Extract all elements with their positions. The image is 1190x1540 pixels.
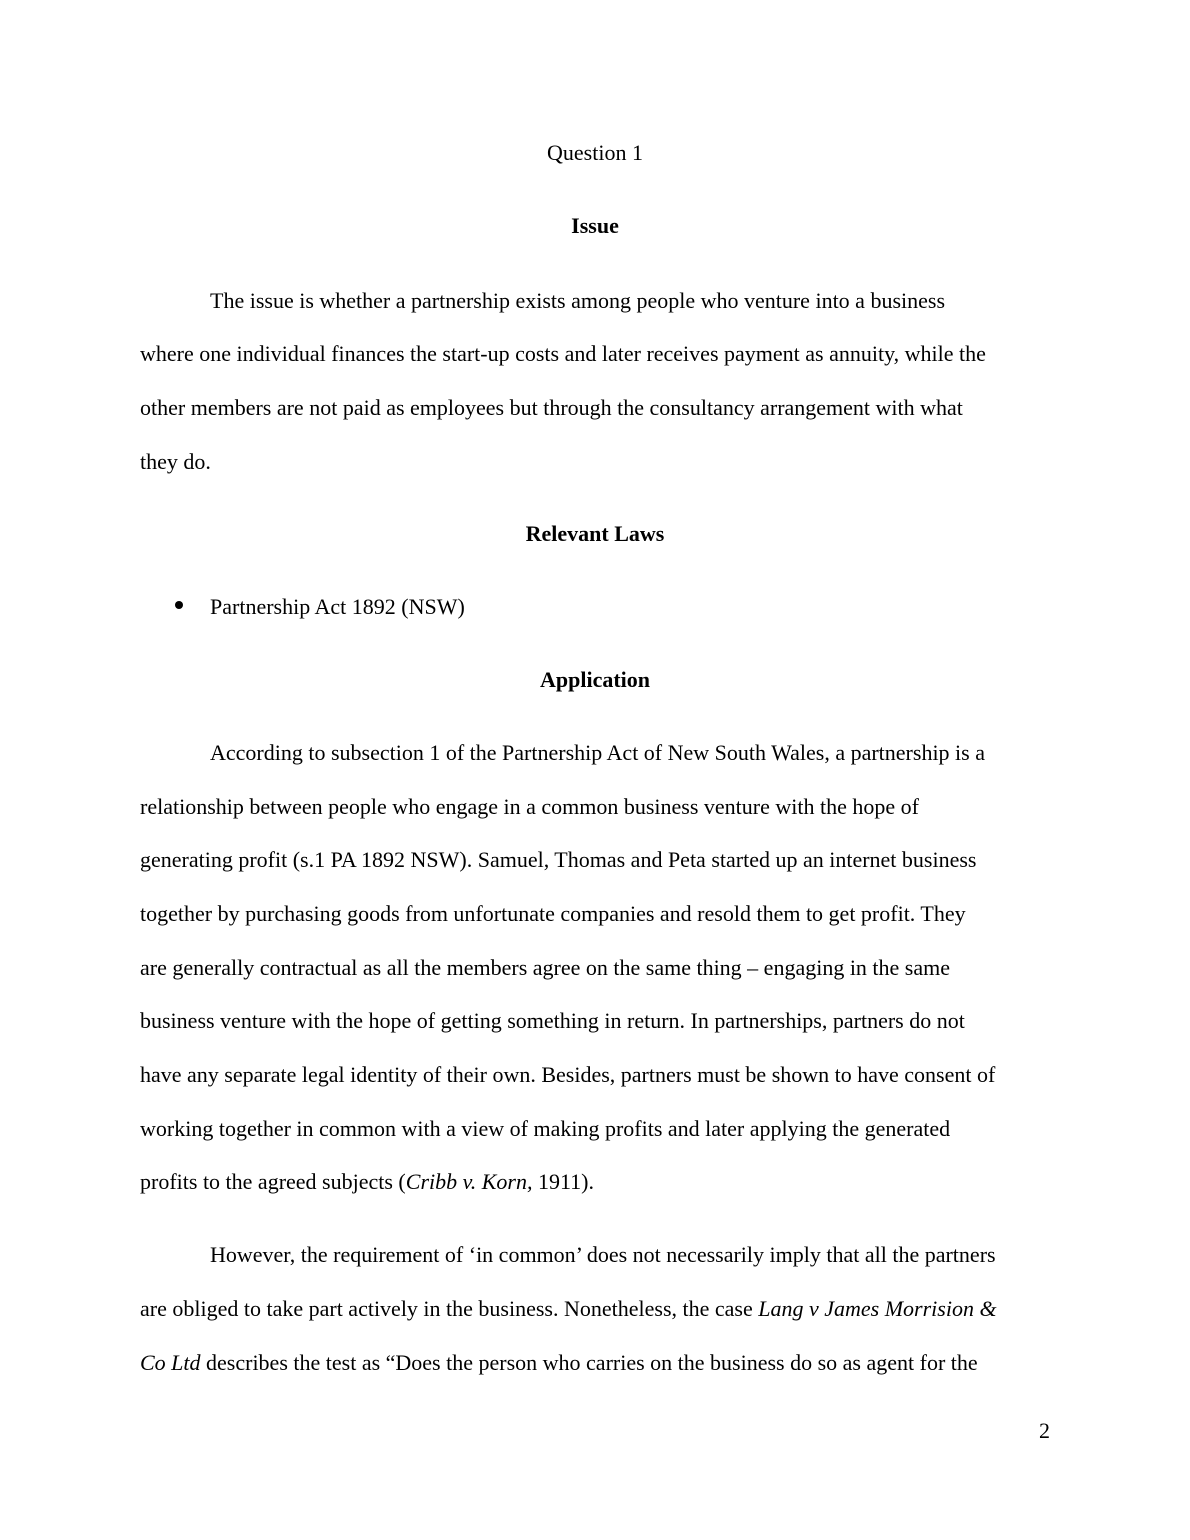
application-line (140, 1349, 978, 1377)
text-run: are obliged to take part actively in the business. Nonetheless, the case (140, 1296, 759, 1321)
relevant-laws-heading: Relevant Laws (525, 521, 665, 546)
issue-line: The issue is whether a partnership exists among people who venture into a business (210, 288, 946, 313)
issue-line: they do. (140, 449, 211, 474)
application-line: relationship between people who engage in a common business venture with the hope of (140, 794, 919, 819)
page-number: 2 (1039, 1418, 1050, 1443)
application-heading: Application (539, 667, 651, 692)
case-citation: Co Ltd (140, 1350, 201, 1375)
issue-heading: Issue (571, 213, 619, 238)
text-run: 1911). (532, 1169, 594, 1194)
bullet-icon (175, 601, 183, 609)
issue-line: where one individual finances the start-up costs and later receives payment as annuity, while the (140, 341, 986, 366)
application-line: have any separate legal identity of their own. Besides, partners must be shown to have consent of (140, 1062, 996, 1087)
application-line: working together in common with a view of making profits and later applying the generated (140, 1116, 951, 1141)
list-item: Partnership Act 1892 (NSW) (210, 594, 465, 619)
application-line: are generally contractual as all the members agree on the same thing – engaging in the same (140, 955, 951, 980)
application-line: generating profit (s.1 PA 1892 NSW). Samuel, Thomas and Peta started up an internet business (140, 847, 977, 872)
application-line: business venture with the hope of getting something in return. In partnerships, partners do not (140, 1008, 965, 1033)
case-citation: Cribb v. Korn, (405, 1169, 533, 1194)
text-run: describes the test as “Does the person who carries on the business do so as agent for the (200, 1350, 978, 1375)
text-run: profits to the agreed subjects ( (140, 1169, 406, 1194)
application-line: According to subsection 1 of the Partnership Act of New South Wales, a partnership is a (210, 740, 985, 765)
application-line (140, 1168, 594, 1196)
question-title: Question 1 (547, 140, 643, 165)
application-line: together by purchasing goods from unfortunate companies and resold them to get profit. They (140, 901, 966, 926)
issue-line: other members are not paid as employees but through the consultancy arrangement with what (140, 395, 963, 420)
application-line: However, the requirement of ‘in common’ does not necessarily imply that all the partners (210, 1242, 996, 1267)
application-line (140, 1295, 997, 1323)
case-citation: Lang v James Morrision & (758, 1296, 997, 1321)
